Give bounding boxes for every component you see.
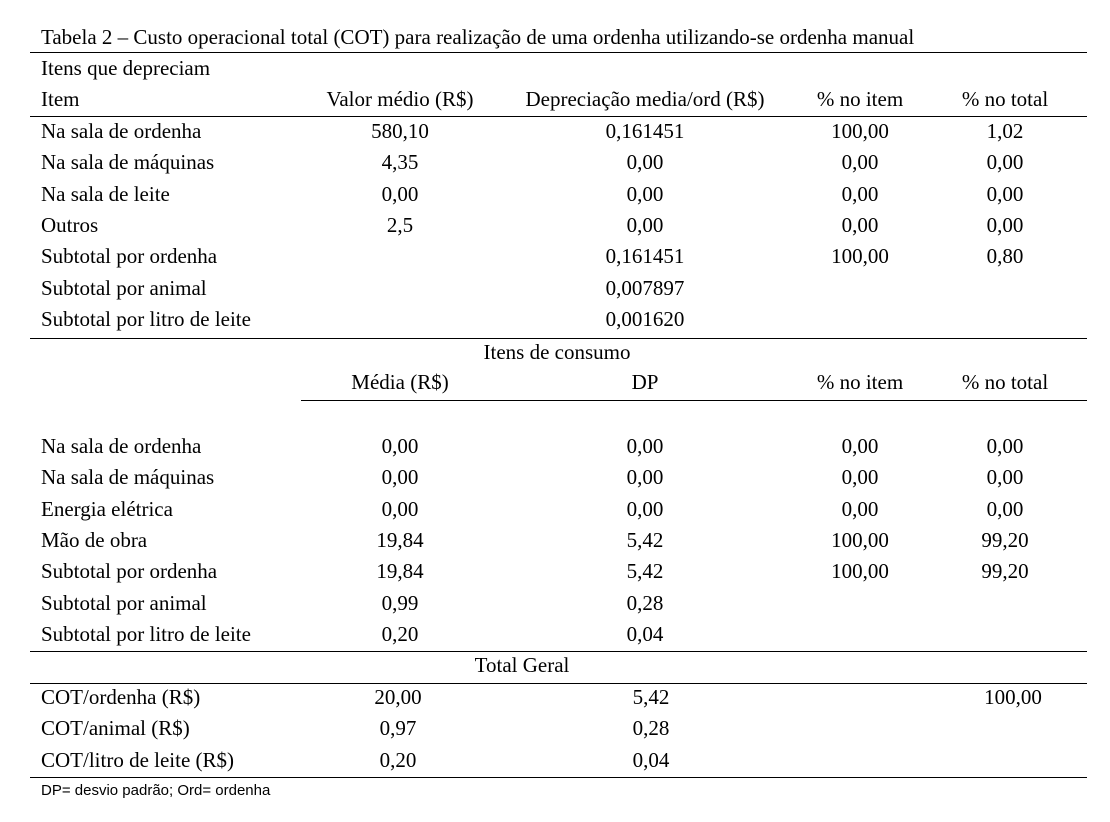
cell-col4: 0,00: [841, 212, 879, 237]
cell-col3: 0,00: [626, 434, 664, 458]
cell-col3: 0,00: [626, 496, 664, 521]
cell-item: Na sala de leite: [41, 181, 170, 206]
header-rule-1: [30, 116, 1087, 117]
cell-col3: 5,42: [632, 685, 670, 709]
cell-col5: 0,00: [986, 434, 1024, 458]
cell-col2: 0,00: [381, 181, 419, 206]
section-rule-3: [30, 651, 1087, 652]
cell-col4: 0,00: [841, 181, 879, 206]
cell-item: COT/ordenha (R$): [41, 685, 201, 709]
col-header-media: Média (R$): [351, 370, 449, 394]
section-heading-total: Total Geral: [474, 653, 570, 677]
header-rule-3: [30, 683, 1087, 684]
cell-item: Subtotal por ordenha: [41, 244, 218, 269]
cell-item: Na sala de ordenha: [41, 434, 202, 458]
cell-col4: 100,00: [831, 559, 889, 584]
table-title: Tabela 2 – Custo operacional total (COT) para realização de uma ordenha utilizando-se ordenha manual: [41, 25, 915, 49]
cell-item: Subtotal por ordenha: [41, 559, 218, 584]
header-rule-2: [301, 400, 1087, 401]
cell-col3: 5,42: [626, 527, 664, 552]
cell-col3: 5,42: [626, 559, 664, 584]
cell-col3: 0,161451: [605, 244, 685, 269]
cell-col2: 0,20: [381, 621, 419, 646]
cell-col5: 99,20: [981, 527, 1029, 552]
col-header-pct-total: % no total: [961, 87, 1049, 111]
col-header-dp: DP: [631, 370, 659, 394]
cell-col5: 0,00: [986, 465, 1024, 490]
cell-item: COT/animal (R$): [41, 716, 190, 741]
cell-col4: 0,00: [841, 434, 879, 458]
cell-col2: 0,00: [381, 465, 419, 490]
cell-col2: 0,20: [379, 747, 417, 772]
cell-col3: 0,28: [632, 716, 670, 741]
cell-col5: 0,80: [986, 244, 1024, 269]
cell-col3: 0,00: [626, 150, 664, 175]
cell-col3: 0,00: [626, 465, 664, 490]
cell-col3: 0,00: [626, 181, 664, 206]
section-heading-depreciation: Itens que depreciam: [41, 56, 211, 80]
section-rule-2: [30, 338, 1087, 339]
cell-col5: 1,02: [986, 119, 1024, 143]
col-header-pct-total-2: % no total: [961, 370, 1049, 394]
cell-col5: 0,00: [986, 212, 1024, 237]
cell-col2: 2,5: [386, 212, 414, 237]
cell-col4: 0,00: [841, 465, 879, 490]
cell-col2: 20,00: [374, 685, 422, 709]
cell-item: Subtotal por animal: [41, 275, 207, 300]
footnote: DP= desvio padrão; Ord= ordenha: [41, 782, 271, 799]
cell-item: Subtotal por litro de leite: [41, 621, 251, 646]
cell-col4: 0,00: [841, 150, 879, 175]
cell-col2: 0,97: [379, 716, 417, 741]
cell-col4: 100,00: [831, 527, 889, 552]
cell-col2: 0,00: [381, 434, 419, 458]
cell-col2: 19,84: [376, 527, 424, 552]
cell-item: Subtotal por animal: [41, 590, 207, 615]
cell-item: Outros: [41, 212, 99, 237]
cell-col3: 0,04: [632, 747, 670, 772]
cell-col4: 0,00: [841, 496, 879, 521]
col-header-pct-item-2: % no item: [816, 370, 904, 394]
section-heading-consumption: Itens de consumo: [483, 340, 631, 364]
col-header-depreciacao: Depreciação media/ord (R$): [525, 87, 765, 111]
cell-item: Mão de obra: [41, 527, 148, 552]
cell-col2: 19,84: [376, 559, 424, 584]
cell-col5: 100,00: [984, 685, 1042, 709]
cell-col3: 0,28: [626, 590, 664, 615]
bottom-rule: [30, 777, 1087, 778]
cell-col4: 100,00: [831, 244, 889, 269]
cell-col3: 0,04: [626, 621, 664, 646]
top-rule: [30, 52, 1087, 53]
cell-item: Na sala de máquinas: [41, 150, 215, 175]
cell-col3: 0,00: [626, 212, 664, 237]
cell-col3: 0,007897: [605, 275, 685, 300]
cell-col3: 0,001620: [605, 306, 685, 331]
col-header-pct-item: % no item: [816, 87, 904, 111]
cell-item: Energia elétrica: [41, 496, 173, 521]
cell-item: COT/litro de leite (R$): [41, 747, 235, 772]
cell-col2: 580,10: [371, 119, 429, 143]
cell-col2: 4,35: [381, 150, 419, 175]
cell-item: Na sala de máquinas: [41, 465, 215, 490]
cell-col5: 0,00: [986, 181, 1024, 206]
cell-col2: 0,99: [381, 590, 419, 615]
cell-col5: 0,00: [986, 150, 1024, 175]
cell-col5: 0,00: [986, 496, 1024, 521]
cell-col2: 0,00: [381, 496, 419, 521]
col-header-item: Item: [41, 87, 80, 111]
col-header-valor-medio: Valor médio (R$): [326, 87, 474, 111]
cell-item: Subtotal por litro de leite: [41, 306, 251, 331]
cell-col3: 0,161451: [605, 119, 685, 143]
cell-col4: 100,00: [831, 119, 889, 143]
cell-item: Na sala de ordenha: [41, 119, 202, 143]
cell-col5: 99,20: [981, 559, 1029, 584]
